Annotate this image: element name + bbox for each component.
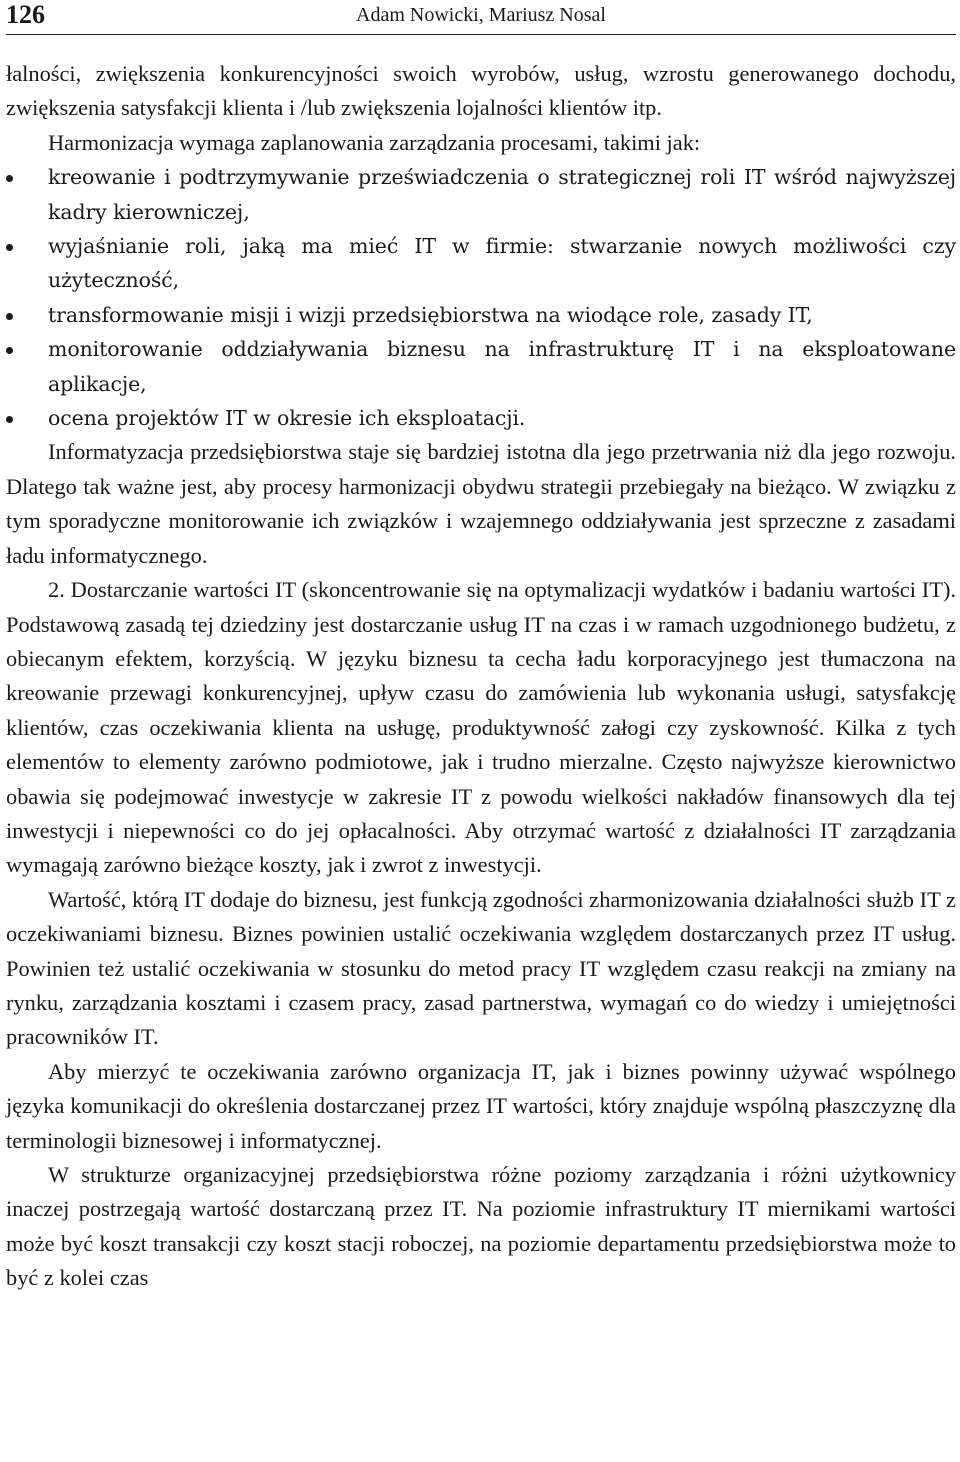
bullet-list (6, 160, 956, 435)
paragraph-organizational-structure: W strukturze organizacyjnej przedsiębiorstwa różne poziomy zarządzania i różni użytkownicy inaczej postrzegają wartość dostarczaną przez IT. Na poziomie infrastruktury IT miernikami wartości może być koszt transakcji czy koszt stacji roboczej, na poziomie departamentu przedsiębiorstwa może to być z kolei czas (6, 1162, 956, 1291)
bullet-text: kreowanie i podtrzymywanie przeświadczenia o strategicznej roli IT wśród najwyższej kadry kierowniczej, (48, 165, 956, 224)
bullet-icon (6, 175, 13, 182)
bullet-icon (6, 347, 13, 354)
bullet-text: ocena projektów IT w okresie ich eksploatacji. (48, 406, 526, 431)
paragraph-common-language: Aby mierzyć te oczekiwania zarówno organizacja IT, jak i biznes powinny używać wspólnego języka komunikacji do określenia dostarczanej przez IT wartości, który znajduje wspólną płaszczyznę dla terminologii biznesowej i informatycznej. (6, 1058, 956, 1153)
bullet-text: monitorowanie oddziaływania biznesu na infrastrukturę IT i na eksploatowane aplikacje, (48, 337, 956, 396)
page-number: 126 (6, 0, 45, 29)
bullet-icon (6, 244, 13, 251)
body-text (6, 57, 956, 1296)
bullet-item (6, 160, 956, 229)
bullet-icon (6, 416, 13, 423)
bullet-icon (6, 313, 13, 320)
bullet-item (6, 401, 956, 435)
bullet-item (6, 229, 956, 298)
bullet-text: transformowanie misji i wizji przedsiębiorstwa na wiodące role, zasady IT, (48, 302, 813, 327)
paragraph-value-delivery: 2. Dostarczanie wartości IT (skoncentrowanie się na optymalizacji wydatków i badaniu wartości IT). Podstawową zasadą tej dziedziny jest dostarczanie usług IT na czas i w ramach uzgodnionego budżetu, z obiecanym efektem, korzyścią. W języku biznesu ta cecha ładu korporacyjnego jest tłumaczona na kreowanie przewagi konkurencyjnej, upływ czasu do zamówienia lub wykonania usługi, satysfakcję klientów, czas oczekiwania klienta na usługę, produktywność załogi czy zyskowność. Kilka z tych elementów to elementy zarówno podmiotowe, jak i trudno mierzalne. Często najwyższe kierownictwo obawia się podejmować inwestycje w zakresie IT z powodu wielkości nakładów finansowych dla tej inwestycji i niepewności co do jej opłacalności. Aby otrzymać wartość z działalności IT zarządzania wymagają zarówno bieżące koszty, jak i zwrot z inwestycji. (6, 577, 956, 878)
bullet-text: wyjaśnianie roli, jaką ma mieć IT w firmie: stwarzanie nowych możliwości czy użyteczność, (48, 234, 956, 293)
page-header (6, 0, 956, 35)
paragraph-harmonization-intro: Harmonizacja wymaga zaplanowania zarządzania procesami, takimi jak: (48, 129, 701, 155)
bullet-item (6, 332, 956, 401)
paragraph-continuation: łalności, zwiększenia konkurencyjności swoich wyrobów, usług, wzrostu generowanego dochodu, zwiększenia satysfakcji klienta i /lub zwiększenia lojalności klientów itp. (6, 61, 956, 121)
bullet-item (6, 298, 956, 332)
running-head: Adam Nowicki, Mariusz Nosal (356, 4, 606, 26)
paragraph-informatization: Informatyzacja przedsiębiorstwa staje się bardziej istotna dla jego przetrwania niż dla jego rozwoju. Dlatego tak ważne jest, aby procesy harmonizacji obydwu strategii przebiegały na bieżąco. W związku z tym sporadyczne monitorowanie ich związków i wzajemnego oddziaływania jest sprzeczne z zasadami ładu informatycznego. (6, 439, 956, 568)
paragraph-it-value: Wartość, którą IT dodaje do biznesu, jest funkcją zgodności zharmonizowania działalności służb IT z oczekiwaniami biznesu. Biznes powinien ustalić oczekiwania względem dostarczanych przez IT usług. Powinien też ustalić oczekiwania w stosunku do metod pracy IT względem czasu reakcji na zmiany na rynku, zarządzania kosztami i czasem pracy, zasad partnerstwa, wymagań co do wiedzy i umiejętności pracowników IT. (6, 886, 956, 1050)
